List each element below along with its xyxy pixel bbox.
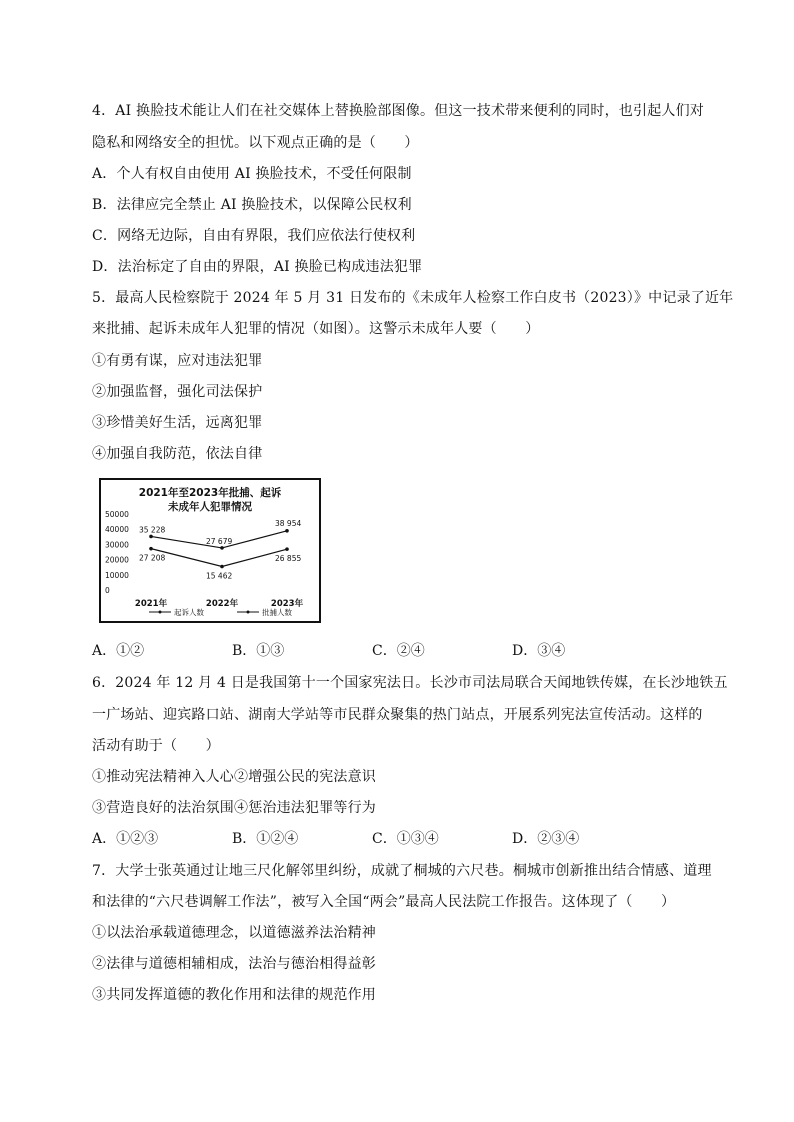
q6-items-line1: ①推动宪法精神入人心②增强公民的宪法意识: [92, 769, 376, 785]
q7-stem-line1: 7．大学士张英通过让地三尺化解邻里纠纷，成就了桐城的六尺巷。桐城市创新推出结合情感、道理: [92, 863, 712, 879]
x-tick-label: 2021年: [134, 599, 168, 609]
q6-items-line2: ③营造良好的法治氛围④惩治违法犯罪等行为: [92, 800, 376, 816]
q5-option-b: B．①③: [232, 643, 285, 659]
q6-option-c: C．①③④: [372, 831, 439, 847]
q6-option-d: D．②③④: [512, 831, 580, 847]
data-point: [285, 529, 289, 533]
data-point: [285, 547, 289, 551]
data-point: [220, 546, 224, 550]
data-point: [149, 547, 153, 551]
q7-stem-line2: 和法律的“六尺巷调解工作法”，被写入全国“两会”最高人民法院工作报告。这体现了（ ）: [92, 894, 676, 910]
q4-option-c: C．网络无边际，自由有界限，我们应依法行使权利: [92, 228, 416, 244]
legend-label-1: 起诉人数: [174, 608, 204, 617]
data-label: 38 954: [275, 518, 302, 528]
data-label: 15 462: [206, 571, 233, 581]
y-tick-label: 10000: [105, 570, 129, 580]
x-tick-label: 2023年: [270, 599, 304, 609]
q6-options: [92, 830, 579, 848]
q5-option-d: D．③④: [512, 643, 566, 659]
q5-option-c: C．②④: [372, 643, 425, 659]
q4-option-a: A．个人有权自由使用 AI 换脸技术，不受任何限制: [92, 166, 412, 182]
q7-item-3: ③共同发挥道德的教化作用和法律的规范作用: [92, 987, 376, 1003]
data-label: 35 228: [139, 525, 166, 535]
q6-stem-line3: 活动有助于（ ）: [92, 738, 220, 754]
data-point: [149, 535, 153, 539]
q5-item-2: ②加强监督，强化司法保护: [92, 384, 263, 400]
q6-option-b: B．①②④: [232, 831, 299, 847]
line-chart: [99, 478, 321, 623]
q7-item-2: ②法律与道德相辅相成，法治与德治相得益彰: [92, 956, 376, 972]
q6-stem-line2: 一广场站、迎宾路口站、湖南大学站等市民群众聚集的热门站点，开展系列宪法宣传活动。这样的: [92, 707, 703, 723]
q5-item-3: ③珍惜美好生活，远离犯罪: [92, 415, 263, 431]
data-label: 27 208: [139, 553, 166, 563]
q6-option-a: A．①②③: [92, 831, 159, 847]
q6-stem-line1: 6．2024 年 12 月 4 日是我国第十一个国家宪法日。长沙市司法局联合天闻地铁传媒，在长沙地铁五: [92, 675, 728, 691]
x-tick-label: 2022年: [205, 599, 239, 609]
series-line-2: [151, 549, 287, 567]
q5-stem-line2: 来批捕、起诉未成年人犯罪的情况（如图）。这警示未成年人要（ ）: [92, 321, 540, 337]
q5-stem-line1: 5．最高人民检察院于 2024 年 5 月 31 日发布的《未成年人检察工作白皮书（2023）》中记录了近年: [92, 290, 734, 306]
y-tick-label: 50000: [105, 510, 129, 519]
q5-option-a: A．①②: [92, 643, 145, 659]
data-label: 27 679: [206, 536, 233, 546]
chart-title-line1: 2021年至2023年批捕、起诉: [138, 487, 282, 499]
q4-option-b: B．法律应完全禁止 AI 换脸技术，以保障公民权利: [92, 197, 412, 213]
legend-marker-2: [247, 611, 250, 614]
q5-item-1: ①有勇有谋，应对违法犯罪: [92, 353, 263, 369]
q5-options: [92, 642, 565, 660]
data-point: [220, 565, 224, 569]
chart-title-line2: 未成年人犯罪情况: [168, 501, 252, 513]
q4-stem-line2: 隐私和网络安全的担忧。以下观点正确的是（ ）: [92, 135, 419, 151]
data-label: 26 855: [275, 554, 302, 564]
q5-item-4: ④加强自我防范，依法自律: [92, 446, 263, 462]
y-tick-label: 30000: [105, 540, 129, 550]
chart-svg: [101, 480, 319, 621]
q4-stem-line1: 4．AI 换脸技术能让人们在社交媒体上替换脸部图像。但这一技术带来便利的同时，也引起人们对: [92, 103, 704, 119]
y-tick-label: 0: [105, 586, 110, 595]
y-tick-label: 20000: [105, 555, 129, 565]
legend-label-2: 批捕人数: [262, 608, 292, 617]
q7-item-1: ①以法治承载道德理念，以道德滋养法治精神: [92, 925, 376, 941]
y-tick-label: 40000: [105, 525, 129, 535]
legend-marker-1: [159, 611, 162, 614]
q4-option-d: D．法治标定了自由的界限，AI 换脸已构成违法犯罪: [92, 259, 423, 275]
